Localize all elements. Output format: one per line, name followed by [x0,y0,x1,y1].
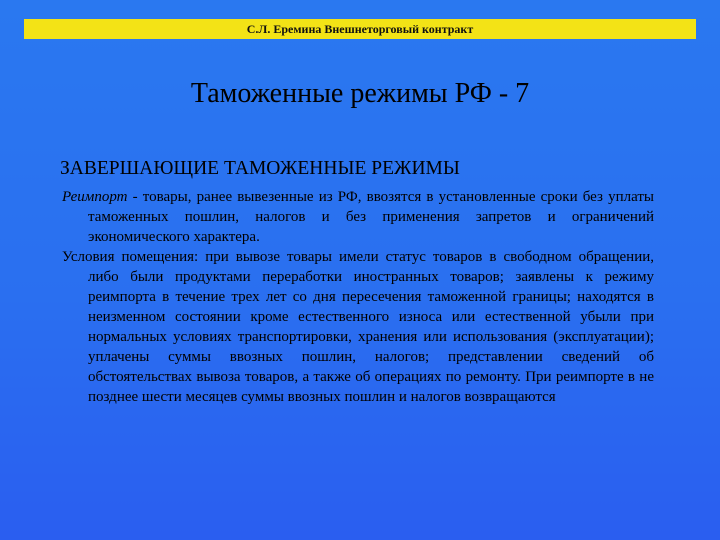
slide-title: Таможенные режимы РФ - 7 [190,78,530,109]
section-heading: ЗАВЕРШАЮЩИЕ ТАМОЖЕННЫЕ РЕЖИМЫ [60,158,460,179]
term-reimport: Реимпорт [62,189,128,205]
paragraph-reimport [62,187,654,247]
slide-body [62,187,654,407]
header-text: С.Л. Еремина Внешнеторговый контракт [246,21,474,36]
header-bar [24,19,696,39]
paragraph-conditions: Условия помещения: при вывозе товары имели статус товаров в свободном обращении, либо были продуктами переработки иностранных товаров; заявлены к режиму реимпорта в течение трех лет со дня пересечения таможенной границы; находятся в неизменном состоянии кроме естественного износа или естественной убыли при нормальных условиях транспортировки, хранения или использования (эксплуатации); уплачены суммы ввозных пошлин, налогов; представлении сведений об обстоятельствах вывоза товаров, а также об операциях по ремонту. При реимпорте в не позднее шести месяцев суммы ввозных пошлин и налогов возвращаются [62,249,654,405]
paragraph-reimport-text: - товары, ранее вывезенные из РФ, ввозятся в установленные сроки без уплаты таможенных пошлин, налогов и без применения запретов и ограничений экономического характера. [88,189,654,245]
